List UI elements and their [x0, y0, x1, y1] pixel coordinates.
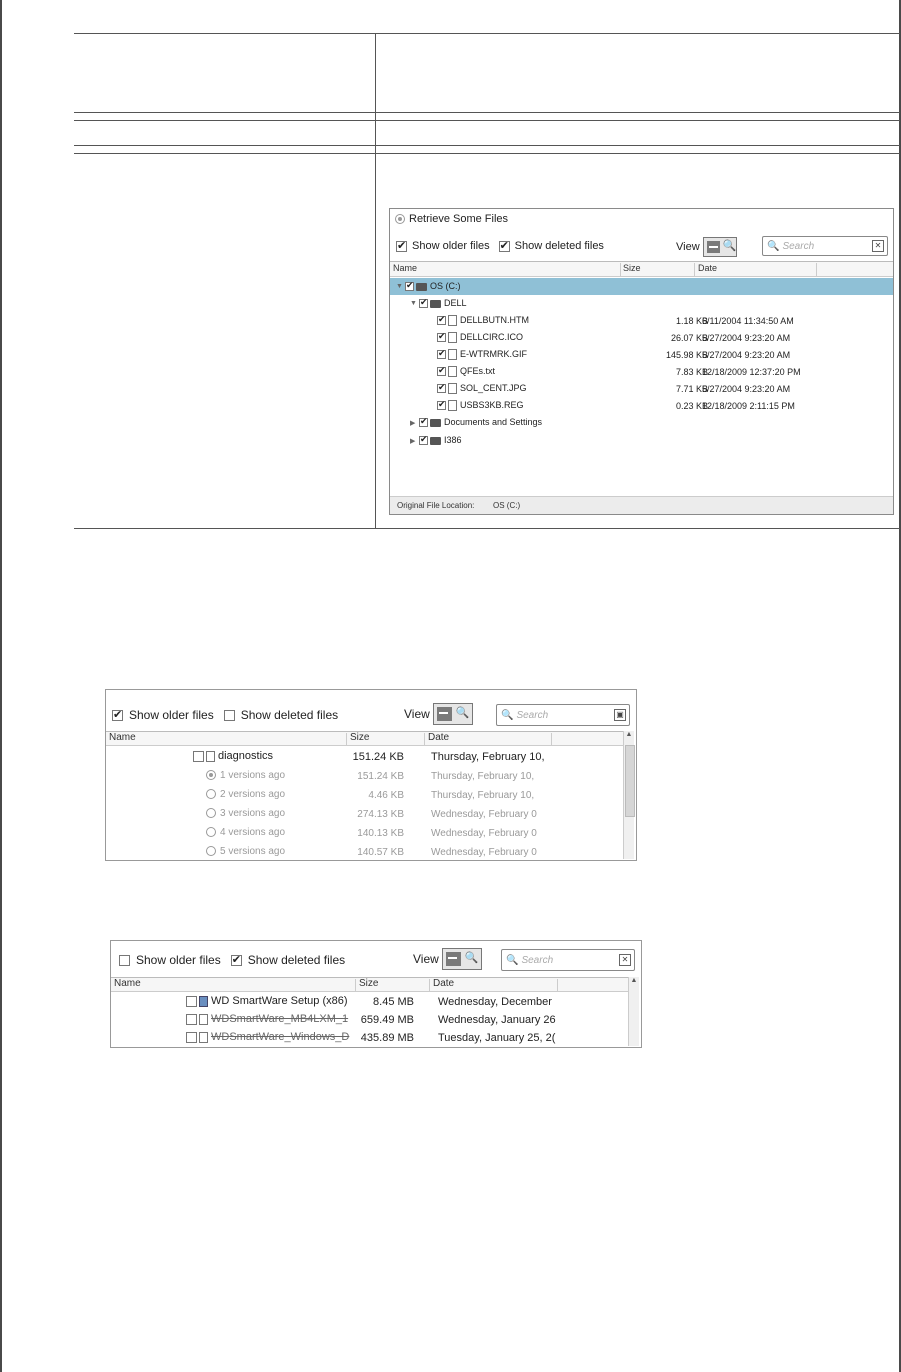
- file-icon: [448, 315, 457, 326]
- folder-icon: [430, 437, 441, 445]
- show-deleted-files-label: Show deleted files: [514, 240, 604, 252]
- clear-search-icon[interactable]: ▣: [614, 709, 626, 721]
- row-date: Thursday, February 10,: [431, 790, 535, 801]
- row-name: Documents and Settings: [444, 417, 543, 427]
- retrieve-some-files-radio[interactable]: [395, 214, 405, 224]
- column-separator: [620, 263, 621, 277]
- row-name: QFEs.txt: [460, 366, 496, 376]
- tree-row-file[interactable]: [390, 397, 893, 414]
- version-row[interactable]: [106, 766, 624, 785]
- folder-icon: [430, 300, 441, 308]
- row-size: 0.23 KB: [675, 401, 708, 411]
- row-date: 5/27/2004 9:23:20 AM: [702, 333, 791, 343]
- file-icon: [448, 366, 457, 377]
- version-radio[interactable]: [206, 827, 216, 837]
- row-checkbox[interactable]: [186, 1014, 197, 1025]
- column-name[interactable]: Name: [114, 978, 141, 989]
- view-label: View: [676, 241, 700, 253]
- search-placeholder: Search: [516, 709, 549, 721]
- show-older-files-checkbox[interactable]: [112, 710, 123, 721]
- filter-options: [396, 240, 604, 252]
- deleted-file-row[interactable]: [111, 1011, 629, 1029]
- tree-row-drive[interactable]: [390, 278, 893, 295]
- older-files-panel: [105, 689, 637, 861]
- column-date[interactable]: Date: [433, 978, 455, 989]
- list-view-icon[interactable]: [437, 707, 452, 721]
- column-size[interactable]: Size: [350, 732, 370, 743]
- row-date: Thursday, February 10,: [431, 751, 545, 763]
- row-size: 151.24 KB: [357, 771, 404, 782]
- row-date: Wednesday, February 0: [431, 828, 537, 839]
- collapse-arrow-icon[interactable]: ▼: [410, 300, 417, 308]
- row-date: Wednesday, February 0: [431, 847, 537, 858]
- row-name: 3 versions ago: [220, 808, 286, 819]
- row-name: WD SmartWare Setup (x86): [211, 995, 348, 1007]
- retrieve-some-files-option[interactable]: [395, 213, 508, 225]
- row-checkbox[interactable]: [437, 350, 446, 359]
- row-date: Thursday, February 10,: [431, 771, 535, 782]
- row-name: SOL_CENT.JPG: [460, 383, 527, 393]
- column-header: [111, 977, 629, 992]
- scroll-up-arrow-icon[interactable]: ▲: [625, 731, 633, 738]
- version-radio[interactable]: [206, 846, 216, 856]
- status-bar: [390, 496, 893, 514]
- row-name: I386: [444, 435, 462, 445]
- row-checkbox[interactable]: [186, 996, 197, 1007]
- file-icon: [199, 1032, 208, 1043]
- row-size: 274.13 KB: [357, 809, 404, 820]
- column-name[interactable]: Name: [393, 263, 418, 273]
- retrieve-some-files-label: Retrieve Some Files: [409, 213, 509, 225]
- column-date[interactable]: Date: [428, 732, 450, 743]
- file-icon: [448, 400, 457, 411]
- file-icon: [448, 332, 457, 343]
- scroll-up-arrow-icon[interactable]: ▲: [630, 977, 638, 984]
- column-separator: [557, 979, 558, 992]
- column-size[interactable]: Size: [623, 263, 641, 273]
- column-header: [390, 261, 893, 277]
- page-left-rule: [0, 0, 2, 1372]
- file-icon: [448, 383, 457, 394]
- deleted-files-panel: [110, 940, 642, 1048]
- row-name: diagnostics: [218, 750, 274, 762]
- list-view-icon[interactable]: [707, 241, 720, 253]
- view-label: View: [413, 952, 439, 966]
- clear-search-icon[interactable]: ✕: [872, 240, 884, 252]
- column-date[interactable]: Date: [698, 263, 718, 273]
- tree-row-file[interactable]: [390, 380, 893, 397]
- row-checkbox[interactable]: [437, 367, 446, 376]
- file-icon: [206, 751, 215, 762]
- show-older-files-label: Show older files: [129, 708, 214, 722]
- column-separator: [424, 733, 425, 746]
- version-row[interactable]: [106, 785, 624, 804]
- file-icon: [448, 349, 457, 360]
- row-size: 659.49 MB: [360, 1014, 414, 1026]
- row-size: 7.71 KB: [675, 384, 708, 394]
- row-size: 435.89 MB: [360, 1032, 414, 1044]
- row-size: 26.07 KB: [670, 333, 708, 343]
- row-name: DELLCIRC.ICO: [460, 332, 524, 342]
- search-view-icon[interactable]: 🔍: [464, 952, 479, 964]
- search-field[interactable]: [501, 949, 635, 971]
- version-row[interactable]: [106, 804, 624, 823]
- view-toggle-group: [676, 237, 737, 257]
- original-location-label: Original File Location:: [397, 501, 475, 510]
- search-placeholder: Search: [521, 954, 554, 966]
- tree-row-file[interactable]: [390, 329, 893, 346]
- row-name: OS (C:): [430, 281, 461, 291]
- row-checkbox[interactable]: [419, 418, 428, 427]
- column-name[interactable]: Name: [109, 732, 136, 743]
- view-mode-button[interactable]: [442, 948, 482, 970]
- tree-row-folder[interactable]: [390, 432, 893, 449]
- row-checkbox[interactable]: [186, 1032, 197, 1043]
- row-name: WDSmartWare_Windows_D: [211, 1031, 350, 1043]
- clear-search-icon[interactable]: ✕: [619, 954, 631, 966]
- folder-icon: [430, 419, 441, 427]
- search-view-icon[interactable]: 🔍: [722, 240, 737, 252]
- column-header: [106, 731, 624, 746]
- version-row[interactable]: [106, 842, 624, 859]
- row-checkbox[interactable]: [437, 333, 446, 342]
- row-date: Wednesday, February 0: [431, 809, 537, 820]
- row-size: 151.24 KB: [352, 751, 404, 763]
- row-name: DELL: [444, 298, 467, 308]
- row-checkbox[interactable]: [405, 282, 414, 291]
- view-toggle-group: [404, 703, 473, 725]
- row-name: 4 versions ago: [220, 827, 286, 838]
- row-name: USBS3KB.REG: [460, 400, 524, 410]
- row-size: 1.18 KB: [675, 316, 708, 326]
- table-rule-4: [74, 145, 900, 146]
- view-label: View: [404, 707, 430, 721]
- folder-icon: [416, 283, 427, 291]
- row-checkbox[interactable]: [193, 751, 204, 762]
- row-name: 2 versions ago: [220, 789, 286, 800]
- row-name: 1 versions ago: [220, 770, 286, 781]
- column-separator: [346, 733, 347, 746]
- column-separator: [355, 979, 356, 992]
- row-date: 12/18/2009 12:37:20 PM: [702, 367, 801, 377]
- tree-row-folder[interactable]: [390, 295, 893, 312]
- search-field[interactable]: [496, 704, 630, 726]
- search-field[interactable]: [762, 236, 888, 256]
- filter-options: [112, 708, 338, 722]
- table-rule-bottom: [74, 528, 900, 529]
- file-row[interactable]: [106, 747, 624, 766]
- tree-row-file[interactable]: [390, 346, 893, 363]
- show-older-files-checkbox[interactable]: [396, 241, 407, 252]
- vertical-scrollbar[interactable]: [623, 731, 634, 859]
- row-checkbox[interactable]: [437, 384, 446, 393]
- view-mode-button[interactable]: [433, 703, 473, 725]
- row-size: 7.83 KB: [675, 367, 708, 377]
- row-date: 5/27/2004 9:23:20 AM: [702, 384, 791, 394]
- show-deleted-files-label: Show deleted files: [240, 708, 339, 722]
- expand-arrow-icon[interactable]: ▶: [410, 419, 416, 427]
- show-deleted-files-checkbox[interactable]: [224, 710, 235, 721]
- row-size: 140.57 KB: [357, 847, 404, 858]
- show-older-files-label: Show older files: [136, 953, 221, 967]
- search-icon: 🔍: [506, 954, 519, 966]
- table-rule-5: [74, 153, 900, 154]
- row-date: Wednesday, January 26: [438, 1014, 556, 1026]
- row-checkbox[interactable]: [419, 436, 428, 445]
- table-column-divider: [375, 33, 376, 528]
- version-row[interactable]: [106, 823, 624, 842]
- show-older-files-label: Show older files: [412, 240, 490, 252]
- vertical-scrollbar[interactable]: [628, 977, 639, 1046]
- tree-row-folder[interactable]: [390, 414, 893, 431]
- file-row[interactable]: [111, 993, 629, 1011]
- scroll-thumb[interactable]: [625, 745, 635, 817]
- table-rule-top: [74, 33, 900, 34]
- table-rule-2: [74, 112, 900, 113]
- tree-row-file[interactable]: [390, 312, 893, 329]
- row-date: 12/18/2009 2:11:15 PM: [702, 401, 795, 411]
- row-checkbox[interactable]: [419, 299, 428, 308]
- column-separator: [429, 979, 430, 992]
- row-date: 6/11/2004 11:34:50 AM: [702, 316, 794, 326]
- show-deleted-files-checkbox[interactable]: [231, 955, 242, 966]
- row-size: 140.13 KB: [357, 828, 404, 839]
- column-separator: [694, 263, 695, 277]
- version-radio[interactable]: [206, 789, 216, 799]
- show-older-files-checkbox[interactable]: [119, 955, 130, 966]
- retrieve-files-panel: [389, 208, 894, 515]
- setup-package-icon: [199, 996, 208, 1007]
- row-size: 4.46 KB: [368, 790, 404, 801]
- search-icon: 🔍: [767, 240, 780, 252]
- column-size[interactable]: Size: [359, 978, 379, 989]
- expand-arrow-icon[interactable]: ▶: [410, 437, 416, 445]
- version-radio[interactable]: [206, 770, 216, 780]
- deleted-file-row[interactable]: [111, 1029, 629, 1046]
- row-checkbox[interactable]: [437, 401, 446, 410]
- row-name: DELLBUTN.HTM: [460, 315, 530, 325]
- show-deleted-files-label: Show deleted files: [247, 953, 346, 967]
- filter-options: [119, 953, 345, 967]
- row-name: WDSmartWare_MB4LXM_1: [211, 1013, 349, 1025]
- tree-row-file[interactable]: [390, 363, 893, 380]
- search-placeholder: Search: [782, 240, 815, 252]
- column-separator: [816, 263, 817, 277]
- row-name: 5 versions ago: [220, 846, 286, 857]
- row-date: 5/27/2004 9:23:20 AM: [702, 350, 791, 360]
- row-size: 145.98 KB: [665, 350, 708, 360]
- search-view-icon[interactable]: 🔍: [455, 707, 470, 719]
- row-date: Wednesday, December: [438, 996, 552, 1008]
- row-date: Tuesday, January 25, 2(: [438, 1032, 556, 1044]
- row-checkbox[interactable]: [437, 316, 446, 325]
- search-icon: 🔍: [501, 709, 514, 721]
- table-rule-3: [74, 120, 900, 121]
- collapse-arrow-icon[interactable]: ▼: [396, 283, 403, 291]
- file-icon: [199, 1014, 208, 1025]
- show-deleted-files-checkbox[interactable]: [499, 241, 510, 252]
- list-view-icon[interactable]: [446, 952, 461, 966]
- original-location-value: OS (C:): [493, 501, 521, 510]
- column-separator: [551, 733, 552, 746]
- view-toggle-group: [413, 948, 482, 970]
- version-radio[interactable]: [206, 808, 216, 818]
- view-mode-button[interactable]: [703, 237, 737, 257]
- row-size: 8.45 MB: [373, 996, 414, 1008]
- row-name: E-WTRMRK.GIF: [460, 349, 527, 359]
